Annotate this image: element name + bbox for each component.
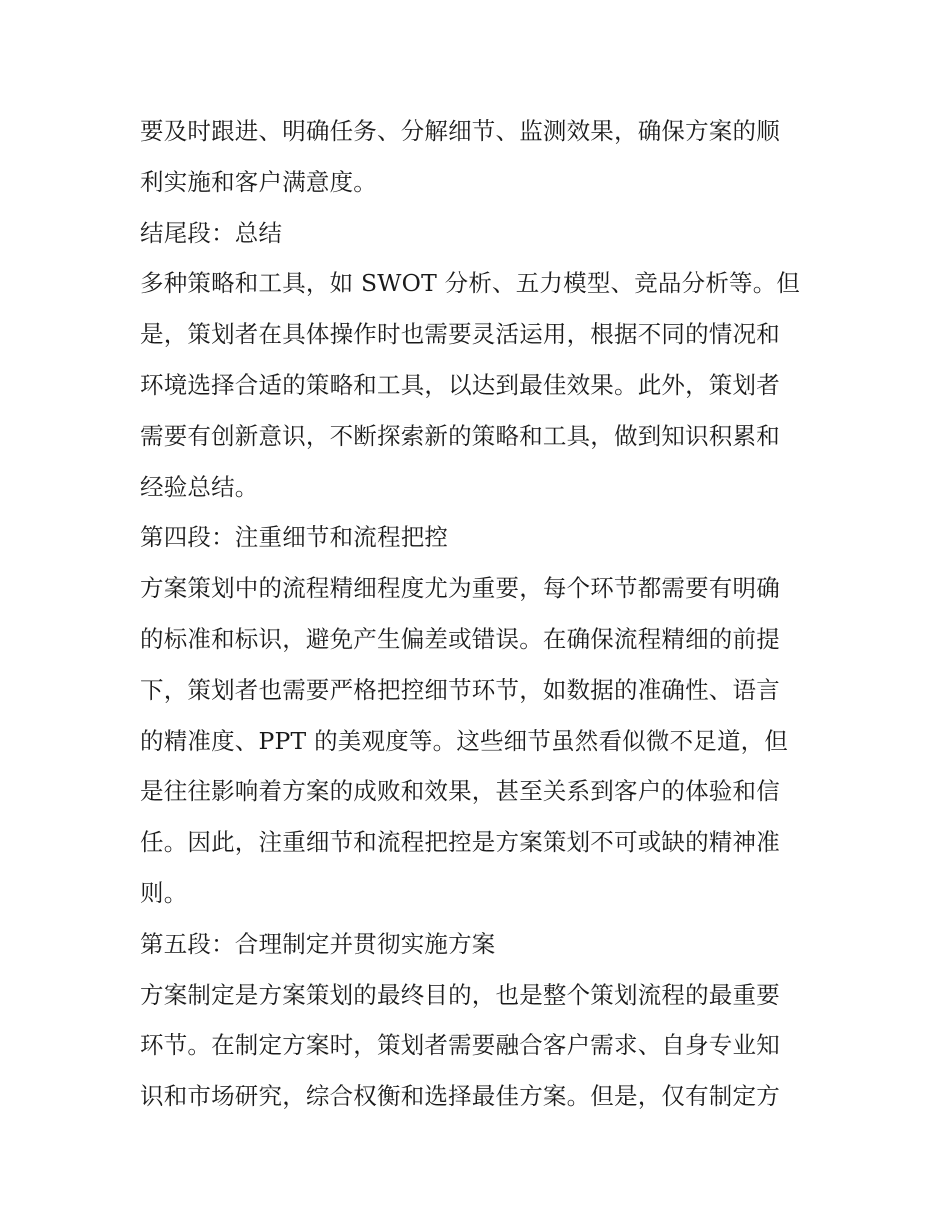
text-line: 要及时跟进、明确任务、分解细节、监测效果，确保方案的顺 [140, 117, 780, 145]
text-line: 则。 [140, 878, 188, 907]
text-line: 下，策划者也需要严格把控细节环节，如数据的准确性、语言 [140, 675, 780, 704]
text-line: 方案制定是方案策划的最终目的，也是整个策划流程的最重要 [140, 980, 780, 1009]
text-line: 环境选择合适的策略和工具，以达到最佳效果。此外，策划者 [140, 370, 780, 399]
text-line: 利实施和客户满意度。 [140, 167, 377, 196]
paragraph-followup [140, 106, 820, 208]
text-line: 方案策划中的流程精细程度尤为重要，每个环节都需要有明确 [140, 574, 780, 603]
text-line: 需要有创新意识，不断探索新的策略和工具，做到知识积累和 [140, 421, 780, 450]
text-line: 的精准度、PPT 的美观度等。这些细节虽然看似微不足道，但 [140, 726, 789, 755]
text-line: 环节。在制定方案时，策划者需要融合客户需求、自身专业知 [140, 1031, 780, 1060]
paragraph-strategies [140, 258, 820, 512]
section-heading-ending [140, 208, 820, 259]
text-line: 识和市场研究，综合权衡和选择最佳方案。但是，仅有制定方 [140, 1082, 780, 1111]
text-line: 是，策划者在具体操作时也需要灵活运用，根据不同的情况和 [140, 320, 780, 349]
heading-text: 第五段：合理制定并贯彻实施方案 [140, 929, 496, 958]
text-line: 的标准和标识，避免产生偏差或错误。在确保流程精细的前提 [140, 624, 780, 653]
text-line: 是往往影响着方案的成败和效果，甚至关系到客户的体验和信 [140, 777, 780, 806]
paragraph-details [140, 563, 820, 919]
paragraph-implementation [140, 970, 820, 1122]
section-heading-5 [140, 919, 820, 970]
heading-text: 结尾段：总结 [140, 218, 283, 247]
document-body [140, 106, 820, 1122]
section-heading-4 [140, 512, 820, 563]
text-line: 任。因此，注重细节和流程把控是方案策划不可或缺的精神准 [140, 828, 780, 857]
heading-text: 第四段：注重细节和流程把控 [140, 523, 449, 552]
text-line: 多种策略和工具，如 SWOT 分析、五力模型、竞品分析等。但 [140, 269, 801, 298]
text-line: 经验总结。 [140, 472, 259, 501]
